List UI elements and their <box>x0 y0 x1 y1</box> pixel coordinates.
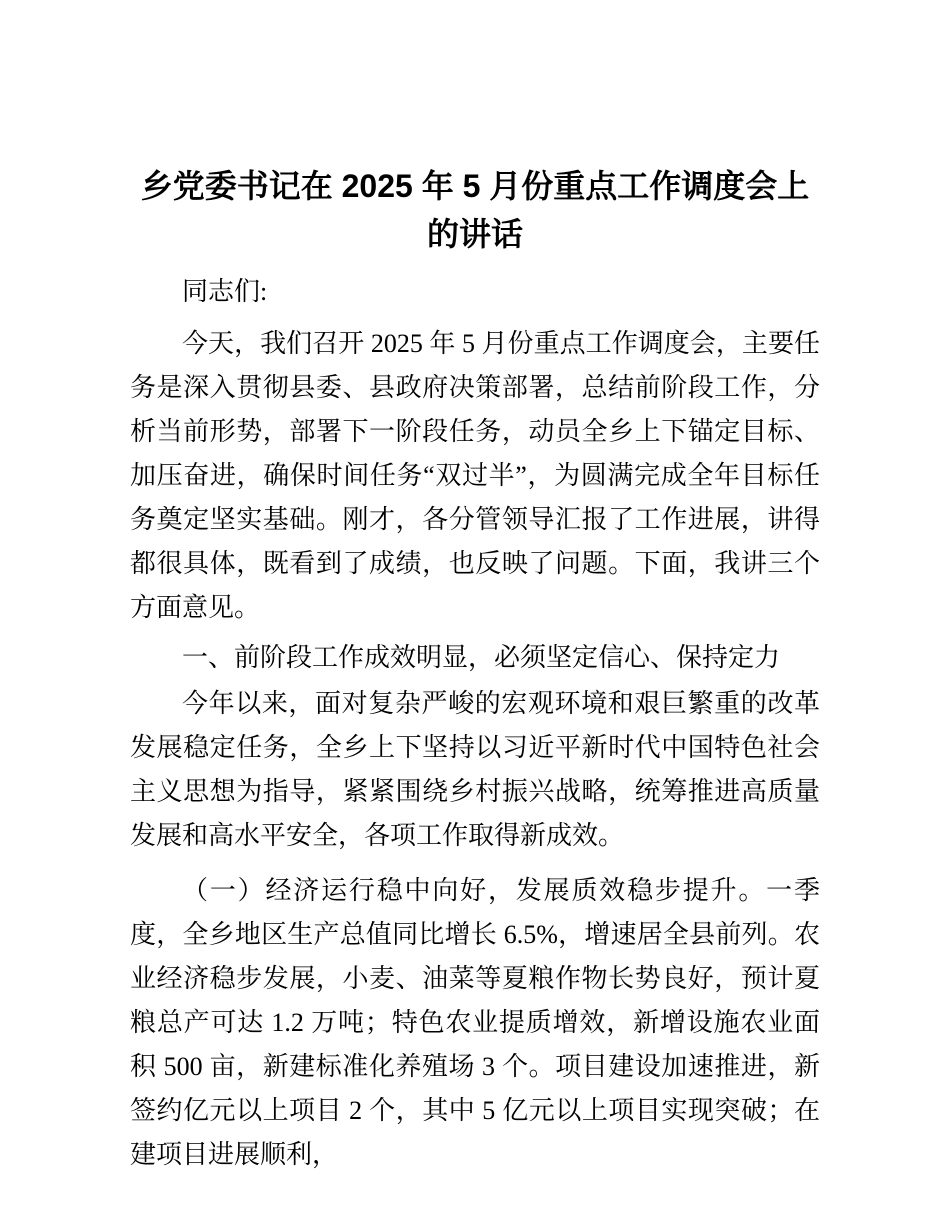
paragraph-overview: 今年以来，面对复杂严峻的宏观环境和艰巨繁重的改革发展稳定任务，全乡上下坚持以习近平新时代中国特色社会主义思想为指导，紧紧围绕乡村振兴战略，统筹推进高质量发展和高水平安全，各项工作取得新成效。 <box>130 689 820 850</box>
paragraph-intro: 今天，我们召开 2025 年 5 月份重点工作调度会，主要任务是深入贯彻县委、县政府决策部署，总结前阶段工作，分析当前形势，部署下一阶段任务，动员全乡上下锚定目标、加压奋进，确保时间任务“双过半”，为圆满完成全年目标任务奠定坚实基础。刚才，各分管领导汇报了工作进展，讲得都很具体，既看到了成绩，也反映了问题。下面，我讲三个方面意见。 <box>130 329 820 622</box>
document-title: 乡党委书记在 2025 年 5 月份重点工作调度会上的讲话 <box>140 168 810 252</box>
greeting-line: 同志们: <box>182 277 268 306</box>
paragraph-economy: （一）经济运行稳中向好，发展质效稳步提升。一季度，全乡地区生产总值同比增长 6.5%，增速居全县前列。农业经济稳步发展，小麦、油菜等夏粮作物长势良好，预计夏粮总产可达 1.2 万吨；特色农业提质增效，新增设施农业面积 500 亩，新建标准化养殖场 3 个。项目建设加速推进，新签约亿元以上项目 2 个，其中 5 亿元以上项目实现突破；在建项目进展顺利， <box>130 876 820 1169</box>
section-heading-1: 一、前阶段工作成效明显，必须坚定信心、保持定力 <box>182 643 781 672</box>
